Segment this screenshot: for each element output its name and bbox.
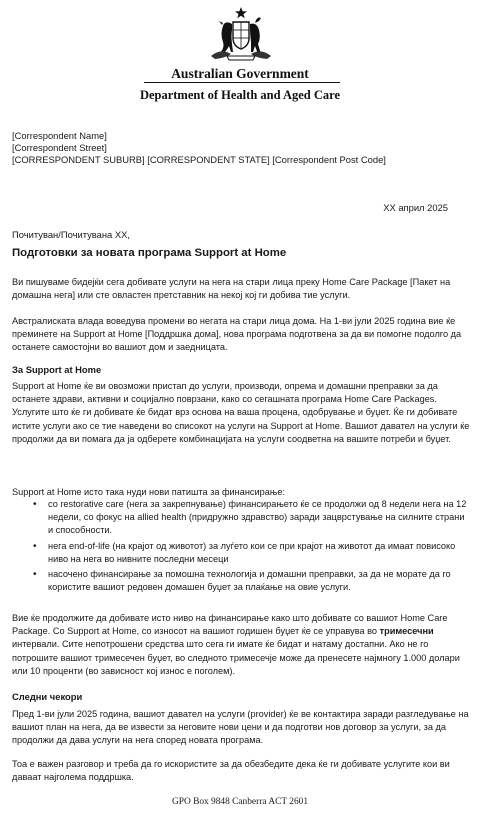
letter-date: XX април 2025 [383, 202, 448, 213]
heading-about-support-at-home: За Support at Home [12, 364, 102, 375]
paragraph-budget [12, 612, 470, 678]
address-line-name: [Correspondent Name] [12, 130, 107, 141]
bullet-icon: • [33, 540, 37, 552]
paragraph-next-steps: Пред 1-ви јули 2025 година, вашиот давател на услуги (provider) ќе ве контактира заради разгледување на вашиот план на нега, да ве извести за неговите нови цени и да подготви нов договор за услуги, за да продолжи да дава услуги на нега според новата програма. [12, 709, 469, 746]
list-item [12, 568, 470, 594]
bullet-text: нега end-of-life (на крајот од животот) за луѓето кои се при крајот на животот да имаат повисоко ниво на нега во нивните последни месеци [48, 540, 456, 564]
letter-title: Подготовки за новата програма Support at Home [12, 247, 287, 259]
government-name: Australian Government [171, 66, 309, 81]
paragraph-about: Support at Home ќе ви овозможи пристап до услуги, производи, опрема и домашни преправки за да останете здрави, активни и социјално поврзани, како со сегашната програма Home Care Packages. Услугите што ќе ги добивате ќе бидат врз основа на ваша процена, одобрување и буџет. Ќе ги добивате истите услуги ако се тие наведени во списокот на услуги на Support at Home. Вашиот давател на услуги ќе продолжи да ви помага да ја одберете комбинацијата на услуги соодветна на вашите потреби и буџет. [12, 381, 470, 444]
list-item [12, 540, 470, 566]
bullet-text: насочено финансирање за помошна технологија и домашни преправки, за да не морате да го користите вашиот редовен домашен буџет за плаќање на овие услуги. [48, 569, 451, 593]
department-name: Department of Health and Aged Care [139, 88, 341, 102]
bullet-text: со restorative care (нега за закрепнување) финансирањето ќе се продолжи од 8 недели нега на 12 недели, со фокус на allied health (придружно здравство) заради зацврстување на силните страни и способности. [48, 499, 467, 536]
paragraph-closing: Тоа е важен разговор и треба да го искористите за да обезбедите дека ќе ги добивате услугите кои ви даваат најголема поддршка. [12, 759, 450, 783]
bullet-icon: • [33, 499, 37, 510]
list-item [12, 498, 470, 538]
paragraph-intro: Ви пишуваме бидејќи сега добивате услуги на нега на стари лица преку Home Care Package [Пакет на домашна нега] или сте овластен претставник на некој кој ги добива тие услуги. [12, 277, 451, 301]
bullet-icon: • [33, 569, 37, 581]
paragraph-changes: Австралиската влада воведува промени во негата на стари лица дома. На 1-ви јули 2025 година вие ќе преминете на Support at Home [Поддршка дома], нова програма подготвена за да ви помогне подолго да останете самостојни во вашиот дом и заедницата. [12, 316, 462, 353]
address-line-street: [Correspondent Street] [12, 142, 107, 154]
heading-next-steps: Следни чекори [12, 691, 83, 702]
coat-of-arms-icon [205, 6, 277, 62]
salutation: Почитуван/Почитувана XX, [12, 229, 130, 240]
footer-address: GPO Box 9848 Canberra ACT 2601 [171, 797, 309, 807]
address-line-suburb: [CORRESPONDENT SUBURB] [CORRESPONDENT STATE] [Correspondent Post Code] [12, 154, 386, 166]
letterhead-divider [144, 82, 340, 83]
budget-text-end: интервали. Сите непотрошени средства што сега ги имате ќе бидат и натаму достапни. Ако не го потрошите вашиот тримесечен буџет, во следното тримесечје може да пренесете најмногу 1.000 долари или 10 проценти (во зависност кој износ е поголем). [12, 639, 460, 676]
budget-text-start: Вие ќе продолжите да добивате исто ниво на финансирање како што добивате со вашиот Home Care Package. Со Support at Home, со износот на вашиот годишен буџет ќе се управува во [12, 613, 448, 637]
budget-text-bold: тримесечни [379, 626, 434, 637]
paragraph-funding-intro: Support at Home исто така нуди нови патишта за финансирање: [12, 487, 286, 497]
funding-bullet-list [12, 498, 470, 596]
correspondent-address [12, 130, 386, 167]
